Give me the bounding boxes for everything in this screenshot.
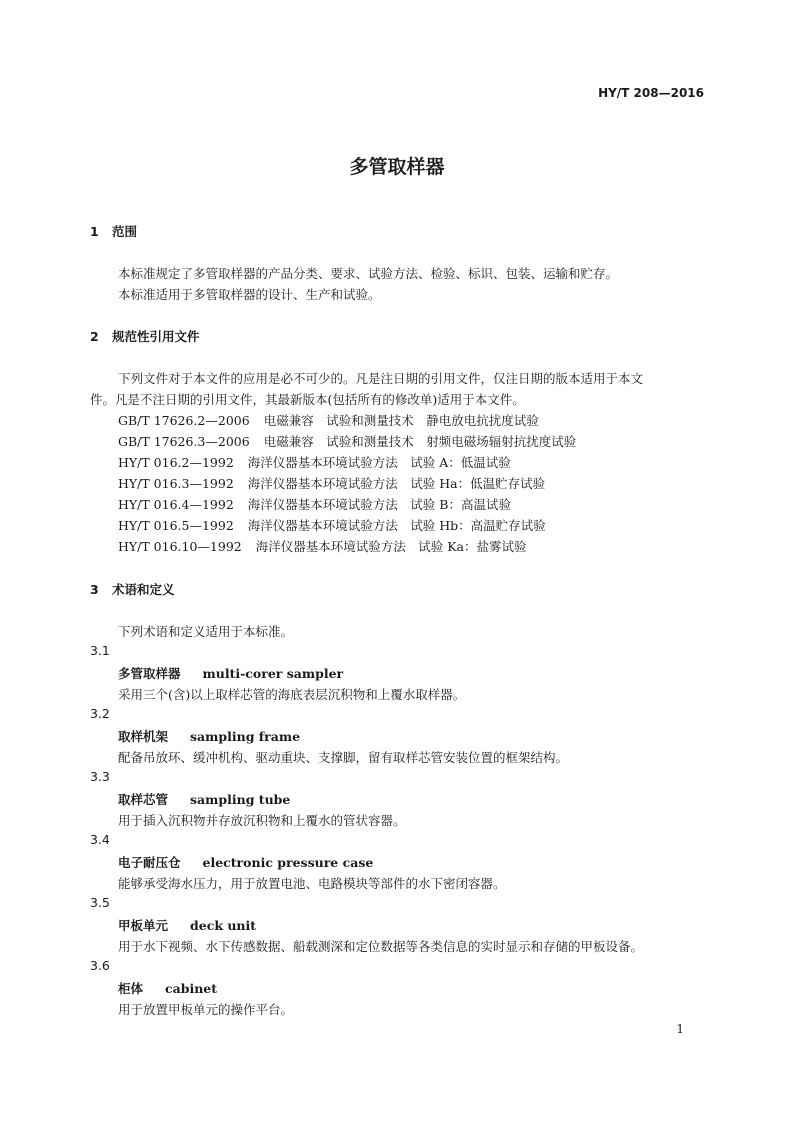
reference-title: 海洋仪器基本环境试验方法 试验 Ka：盐雾试验 bbox=[255, 539, 527, 554]
term-heading bbox=[118, 727, 300, 745]
term-definition: 配备吊放环、缓冲机构、驱动重块、支撑脚，留有取样芯管安装位置的框架结构。 bbox=[118, 750, 569, 765]
term-zh: 甲板单元 bbox=[118, 918, 169, 933]
reference-title: 海洋仪器基本环境试验方法 试验 Hb：高温贮存试验 bbox=[247, 518, 546, 533]
section-number: 1 bbox=[90, 224, 99, 239]
reference-title: 海洋仪器基本环境试验方法 试验 B：高温试验 bbox=[247, 497, 511, 512]
reference-title: 海洋仪器基本环境试验方法 试验 Ha：低温贮存试验 bbox=[247, 476, 546, 491]
reference-code: GB/T 17626.2—2006 bbox=[118, 413, 250, 428]
paragraph: 下列术语和定义适用于本标准。 bbox=[118, 624, 294, 639]
term-heading bbox=[118, 916, 256, 934]
term-number: 3.6 bbox=[90, 958, 110, 973]
paragraph: 下列文件对于本文件的应用是必不可少的。凡是注日期的引用文件，仅注日期的版本适用于本文 bbox=[118, 371, 644, 386]
section-title: 术语和定义 bbox=[112, 582, 175, 597]
term-definition: 能够承受海水压力，用于放置电池、电路模块等部件的水下密闭容器。 bbox=[118, 876, 506, 891]
term-heading bbox=[118, 664, 343, 682]
section-title: 规范性引用文件 bbox=[112, 329, 200, 344]
term-zh: 取样机架 bbox=[118, 729, 169, 744]
reference-item bbox=[118, 411, 539, 429]
term-zh: 多管取样器 bbox=[118, 666, 181, 681]
term-en: deck unit bbox=[190, 918, 257, 933]
term-heading bbox=[118, 979, 217, 997]
term-definition: 采用三个(含)以上取样芯管的海底表层沉积物和上覆水取样器。 bbox=[118, 687, 466, 702]
reference-item bbox=[118, 495, 511, 513]
term-en: sampling frame bbox=[190, 729, 301, 744]
term-number: 3.2 bbox=[90, 706, 110, 721]
term-definition: 用于放置甲板单元的操作平台。 bbox=[118, 1002, 294, 1017]
term-heading bbox=[118, 790, 290, 808]
reference-item bbox=[118, 474, 545, 492]
reference-code: HY/T 016.4—1992 bbox=[118, 497, 234, 512]
term-number: 3.4 bbox=[90, 832, 110, 847]
reference-item bbox=[118, 537, 527, 555]
reference-title: 电磁兼容 试验和测量技术 静电放电抗扰度试验 bbox=[263, 413, 539, 428]
term-en: cabinet bbox=[165, 981, 218, 996]
term-number: 3.3 bbox=[90, 769, 110, 784]
section-2-heading bbox=[90, 327, 200, 345]
term-definition: 用于水下视频、水下传感数据、船载测深和定位数据等各类信息的实时显示和存储的甲板设备。 bbox=[118, 939, 644, 954]
term-zh: 取样芯管 bbox=[118, 792, 169, 807]
reference-item bbox=[118, 432, 576, 450]
standard-code: HY/T 208—2016 bbox=[598, 86, 704, 100]
term-en: electronic pressure case bbox=[202, 855, 374, 870]
term-heading bbox=[118, 853, 373, 871]
term-number: 3.1 bbox=[90, 643, 110, 658]
reference-code: GB/T 17626.3—2006 bbox=[118, 434, 250, 449]
reference-item bbox=[118, 516, 546, 534]
term-en: sampling tube bbox=[190, 792, 291, 807]
paragraph: 本标准适用于多管取样器的设计、生产和试验。 bbox=[118, 287, 381, 302]
reference-code: HY/T 016.2—1992 bbox=[118, 455, 234, 470]
reference-title: 海洋仪器基本环境试验方法 试验 A：低温试验 bbox=[247, 455, 511, 470]
paragraph: 本标准规定了多管取样器的产品分类、要求、试验方法、检验、标识、包装、运输和贮存。 bbox=[118, 266, 619, 281]
reference-code: HY/T 016.3—1992 bbox=[118, 476, 234, 491]
section-number: 3 bbox=[90, 582, 99, 597]
section-title: 范围 bbox=[112, 224, 138, 239]
reference-code: HY/T 016.5—1992 bbox=[118, 518, 234, 533]
section-1-heading bbox=[90, 222, 137, 240]
term-en: multi-corer sampler bbox=[202, 666, 344, 681]
term-zh: 柜体 bbox=[118, 981, 144, 996]
section-number: 2 bbox=[90, 329, 99, 344]
term-zh: 电子耐压仓 bbox=[118, 855, 181, 870]
reference-item bbox=[118, 453, 511, 471]
term-number: 3.5 bbox=[90, 895, 110, 910]
paragraph: 件。凡是不注日期的引用文件，其最新版本(包括所有的修改单)适用于本文件。 bbox=[90, 392, 525, 407]
page-title: 多管取样器 bbox=[349, 156, 445, 178]
reference-title: 电磁兼容 试验和测量技术 射频电磁场辐射抗扰度试验 bbox=[263, 434, 577, 449]
term-definition: 用于插入沉积物并存放沉积物和上覆水的管状容器。 bbox=[118, 813, 406, 828]
page-number: 1 bbox=[676, 1022, 684, 1036]
reference-code: HY/T 016.10—1992 bbox=[118, 539, 242, 554]
section-3-heading bbox=[90, 580, 175, 598]
